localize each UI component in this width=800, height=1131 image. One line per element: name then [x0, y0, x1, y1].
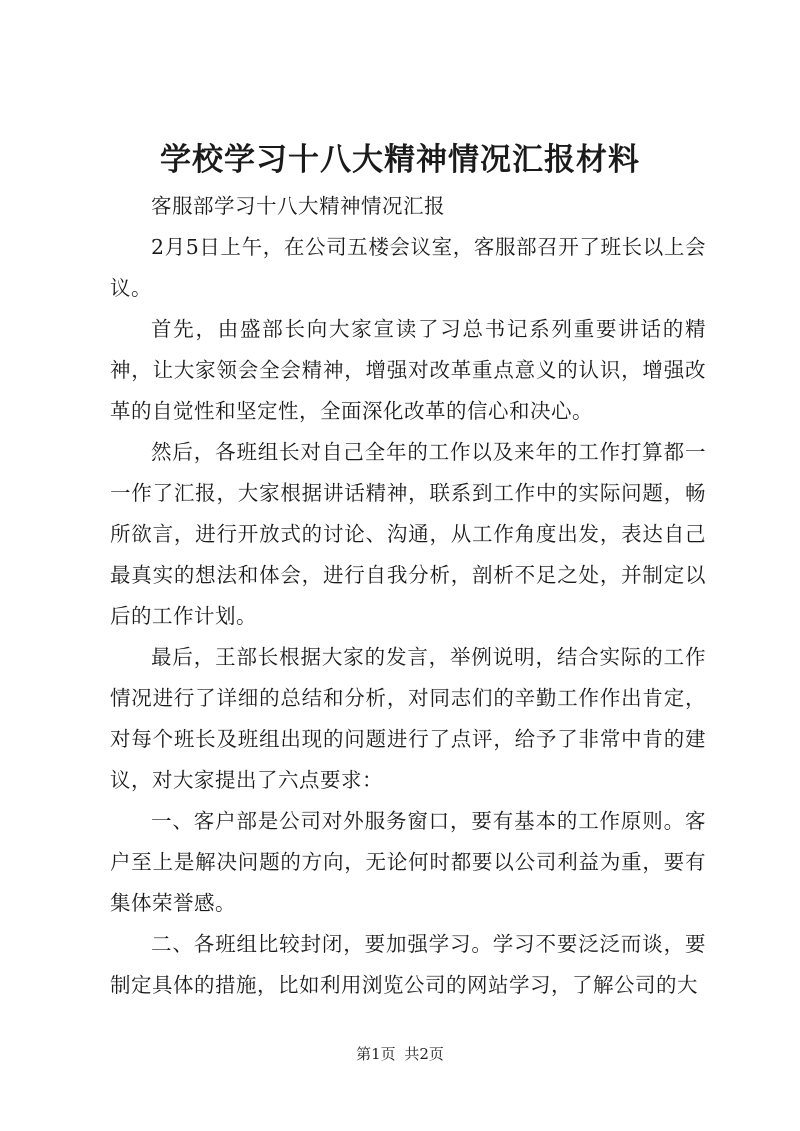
document-body — [110, 186, 706, 1006]
document-title: 学校学习十八大精神情况汇报材料 — [160, 142, 640, 178]
page-number: 第1页 — [356, 1045, 396, 1063]
page-footer — [0, 1044, 800, 1064]
page-total: 共2页 — [404, 1045, 444, 1063]
paragraph: 二、各班组比较封闭，要加强学习。学习不要泛泛而谈，要制定具体的措施，比如利用浏览公司的网站学习，了解公司的大 — [110, 932, 706, 997]
paragraph-subtitle: 客服部学习十八大精神情况汇报 — [151, 194, 445, 218]
paragraph: 一、客户部是公司对外服务窗口，要有基本的工作原则。客户至上是解决问题的方向，无论何时都要以公司利益为重，要有集体荣誉感。 — [110, 809, 706, 915]
paragraph: 2月5日上午，在公司五楼会议室，客服部召开了班长以上会议。 — [110, 235, 706, 300]
paragraph: 然后，各班组长对自己全年的工作以及来年的工作打算都一一作了汇报，大家根据讲话精神，联系到工作中的实际问题，畅所欲言，进行开放式的讨论、沟通，从工作角度出发，表达自己最真实的想法和体会，进行自我分析，剖析不足之处，并制定以后的工作计划。 — [110, 440, 706, 628]
paragraph: 首先，由盛部长向大家宣读了习总书记系列重要讲话的精神，让大家领会全会精神，增强对改革重点意义的认识，增强改革的自觉性和坚定性，全面深化改革的信心和决心。 — [110, 317, 706, 423]
paragraph: 最后，王部长根据大家的发言，举例说明，结合实际的工作情况进行了详细的总结和分析，对同志们的辛勤工作作出肯定，对每个班长及班组出现的问题进行了点评，给予了非常中肯的建议，对大家提出了六点要求： — [110, 645, 706, 792]
